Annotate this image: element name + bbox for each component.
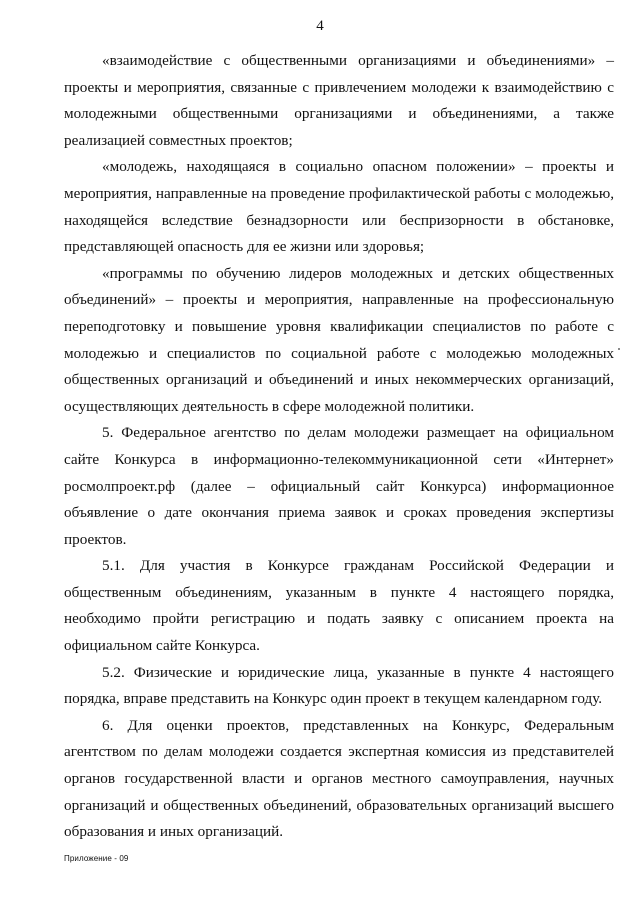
paragraph-interaction-with-organizations: «взаимодействие с общественными организациями и объединениями» – проекты и мероприятия, связанные с привлечением молодежи к взаимодействию с молодежными общественными организациями и объединениями, а также реализацией совместных проектов; [64,52,614,149]
page-number: 4 [316,18,324,34]
page-footer: Приложение - 09 [64,854,129,863]
paragraph-youth-at-risk: «молодежь, находящаяся в социально опасном положении» – проекты и мероприятия, направленные на проведение профилактической работы с молодежью, находящейся вследствие безнадзорности или беспризорности в обстановке, представляющей опасность для ее жизни или здоровья; [64,158,614,256]
paragraph-5-2-one-project: 5.2. Физические и юридические лица, указанные в пункте 4 настоящего порядка, вправе представить на Конкурс один проект в текущем календарном году. [64,663,614,708]
scan-speck [618,348,620,350]
paragraph-6-expert-commission: 6. Для оценки проектов, представленных на Конкурс, Федеральным агентством по делам молодежи создается экспертная комиссия из представителей органов государственной власти и органов местного самоуправления, научных организаций и общественных объединений, образовательных организаций высшего образования и иных организаций. [64,716,614,841]
document-body [64,48,614,846]
paragraph-5-1-registration: 5.1. Для участия в Конкурсе гражданам Российской Федерации и общественным объединениям, указанным в пункте 4 настоящего порядка, необходимо пройти регистрацию и подать заявку с описанием проекта на официальном сайте Конкурса. [64,557,614,655]
paragraph-leader-training-programs: «программы по обучению лидеров молодежных и детских общественных объединений» – проекты и мероприятия, направленные на профессиональную переподготовку и повышение уровня квалификации специалистов по работе с молодежью и специалистов по социальной работе с молодежью молодежных общественных организаций и объединений и иных некоммерческих организаций, осуществляющих деятельность в сфере молодежной политики. [64,264,614,415]
paragraph-5-announcement: 5. Федеральное агентство по делам молодежи размещает на официальном сайте Конкурса в информационно-телекоммуникационной сети «Интернет» росмолпроект.рф (далее – официальный сайт Конкурса) информационное объявление о дате окончания приема заявок и сроках проведения экспертизы проектов. [64,424,614,548]
